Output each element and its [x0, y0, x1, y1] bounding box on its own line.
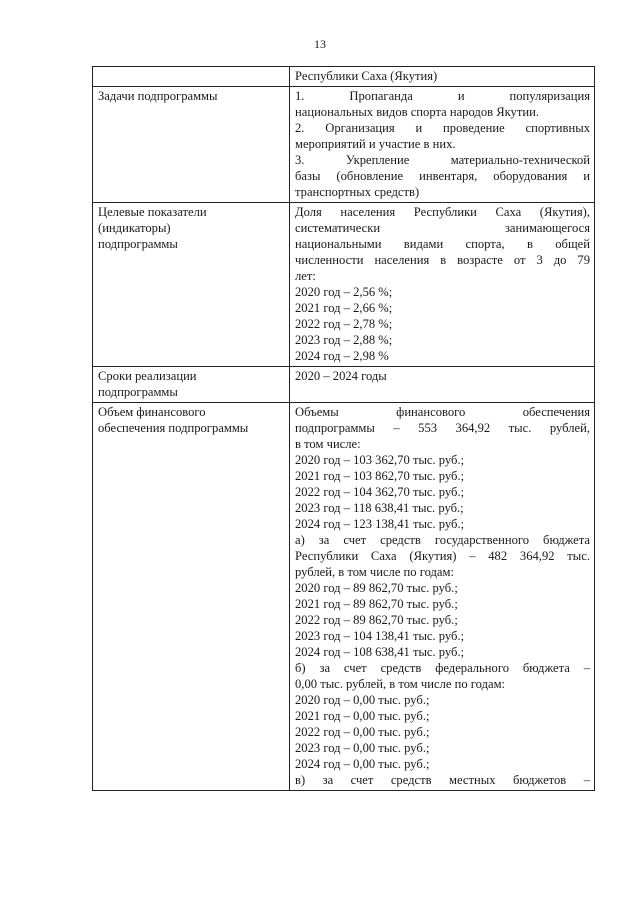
table-row	[93, 203, 595, 367]
row-value-line: Объемы финансового обеспечения	[295, 405, 590, 419]
row-label-line: обеспечения подпрограммы	[98, 421, 249, 435]
row-value-line: 0,00 тыс. рублей, в том числе по годам:	[295, 677, 506, 691]
row-value-line: 2024 год – 2,98 %	[295, 349, 389, 363]
row-value-cell	[290, 403, 595, 791]
table-row	[93, 87, 595, 203]
table-body	[93, 67, 595, 791]
row-value-line: численности населения в возрасте от 3 до 79	[295, 253, 590, 267]
row-value-line: 2023 год – 0,00 тыс. руб.;	[295, 741, 430, 755]
row-label-line: Целевые показатели	[98, 205, 207, 219]
row-value-line: систематически занимающегося	[295, 221, 590, 235]
row-value-line: рублей, в том числе по годам:	[295, 565, 454, 579]
row-value-cell	[290, 367, 595, 403]
subprogram-passport-table	[92, 66, 595, 791]
row-value-line: мероприятий и участие в них.	[295, 137, 456, 151]
row-value-line: в том числе:	[295, 437, 361, 451]
row-value-line: 2021 год – 2,66 %;	[295, 301, 393, 315]
row-label-line: (индикаторы)	[98, 221, 171, 235]
row-value-line: 2020 год – 89 862,70 тыс. руб.;	[295, 581, 458, 595]
row-value-line: 2021 год – 0,00 тыс. руб.;	[295, 709, 430, 723]
row-value-line: подпрограммы – 553 364,92 тыс. рублей,	[295, 421, 590, 435]
row-label-cell	[93, 203, 290, 367]
row-value-line: 2. Организация и проведение спортивных	[295, 121, 590, 135]
row-value-line: Доля населения Республики Саха (Якутия),	[295, 205, 590, 219]
row-value-line: 2023 год – 2,88 %;	[295, 333, 393, 347]
row-value-line: 2023 год – 104 138,41 тыс. руб.;	[295, 629, 465, 643]
row-value-line: Республики Саха (Якутия) – 482 364,92 тыс.	[295, 549, 590, 563]
row-label-cell	[93, 403, 290, 791]
row-label-cell	[93, 67, 290, 87]
row-label-line: Объем финансового	[98, 405, 206, 419]
row-value-cell	[290, 203, 595, 367]
row-value-line: 2022 год – 104 362,70 тыс. руб.;	[295, 485, 465, 499]
table-row	[93, 367, 595, 403]
row-value-line: 2024 год – 0,00 тыс. руб.;	[295, 757, 430, 771]
row-value-line: а) за счет средств государственного бюджета	[295, 533, 590, 547]
row-value-cell	[290, 67, 595, 87]
row-value-line: 2020 год – 103 362,70 тыс. руб.;	[295, 453, 465, 467]
row-value-line: б) за счет средств федерального бюджета –	[295, 661, 590, 675]
row-value-line: 2021 год – 103 862,70 тыс. руб.;	[295, 469, 465, 483]
row-value-line: 2024 год – 123 138,41 тыс. руб.;	[295, 517, 465, 531]
row-value-line: в) за счет средств местных бюджетов –	[295, 773, 590, 787]
table-row	[93, 403, 595, 791]
row-value-line: 2023 год – 118 638,41 тыс. руб.;	[295, 501, 464, 515]
table-row	[93, 67, 595, 87]
row-label-line: Задачи подпрограммы	[98, 89, 218, 103]
row-value-line: 2020 – 2024 годы	[295, 369, 387, 383]
row-value-line: 2022 год – 89 862,70 тыс. руб.;	[295, 613, 458, 627]
row-label-cell	[93, 367, 290, 403]
row-label-line: подпрограммы	[98, 237, 178, 251]
row-value-line: 2022 год – 0,00 тыс. руб.;	[295, 725, 430, 739]
row-label-cell	[93, 87, 290, 203]
row-value-cell	[290, 87, 595, 203]
row-value-line: лет:	[295, 269, 316, 283]
row-value-line: национальными видами спорта, в общей	[295, 237, 590, 251]
row-value-line: 3. Укрепление материально-технической	[295, 153, 590, 167]
row-value-line: транспортных средств)	[295, 185, 420, 199]
row-label-line: подпрограммы	[98, 385, 178, 399]
row-value-line: национальных видов спорта народов Якутии.	[295, 105, 539, 119]
row-value-line: 2020 год – 0,00 тыс. руб.;	[295, 693, 430, 707]
row-value-line: 2024 год – 108 638,41 тыс. руб.;	[295, 645, 465, 659]
row-value-line: 1. Пропаганда и популяризация	[295, 89, 590, 103]
row-value-line: базы (обновление инвентаря, оборудования и	[295, 169, 590, 183]
row-value-line: Республики Саха (Якутия)	[295, 69, 438, 83]
row-value-line: 2020 год – 2,56 %;	[295, 285, 393, 299]
row-value-line: 2021 год – 89 862,70 тыс. руб.;	[295, 597, 458, 611]
row-value-line: 2022 год – 2,78 %;	[295, 317, 393, 331]
page-number: 13	[314, 37, 326, 51]
row-label-line: Сроки реализации	[98, 369, 197, 383]
